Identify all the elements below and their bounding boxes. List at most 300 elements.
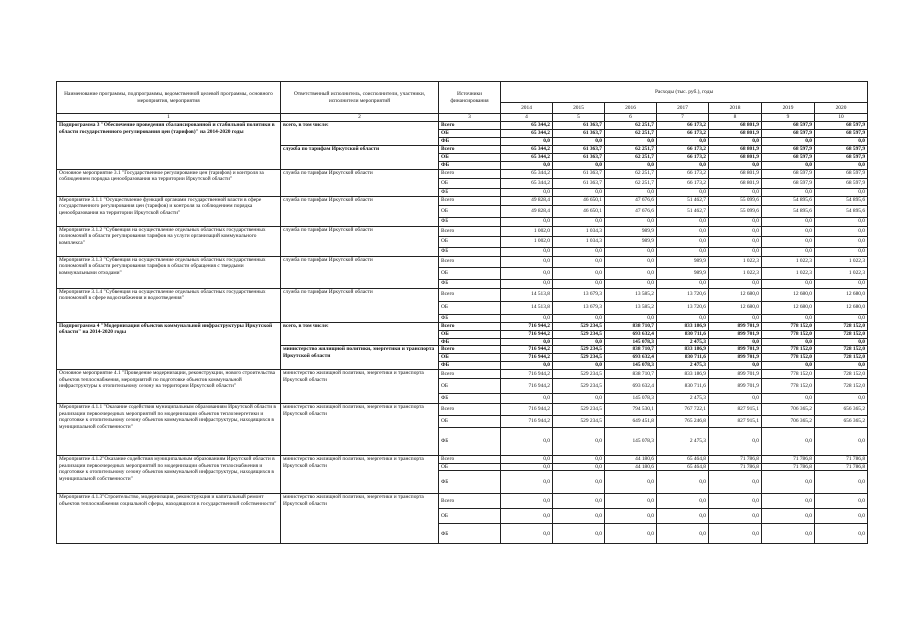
value-cell: 0,0 — [553, 362, 605, 370]
source-cell: Всего — [439, 288, 501, 301]
value-cell: 0,0 — [605, 217, 657, 226]
header-index: 4 — [501, 114, 553, 122]
header-year: 2020 — [815, 103, 868, 114]
source-cell: ОБ — [439, 509, 501, 524]
value-cell: 0,0 — [815, 471, 868, 494]
value-cell: 0,0 — [762, 226, 815, 236]
value-cell: 71 786,8 — [815, 456, 868, 464]
source-cell: ОБ — [439, 301, 501, 314]
value-cell: 0,0 — [762, 138, 815, 146]
value-cell: 833 186,9 — [657, 346, 709, 354]
value-cell: 68 597,9 — [762, 130, 815, 138]
value-cell: 68 597,9 — [815, 154, 868, 162]
value-cell: 706 365,2 — [762, 404, 815, 416]
value-cell: 68 597,9 — [815, 130, 868, 138]
program-cell: Мероприятие 4.1.3"Строительство, модернизация, реконструкция и капитальный ремонт объектов теплоснабжения социальной сферы, находящихся в государственной собственности" — [57, 494, 281, 544]
value-cell: 716 944,2 — [501, 416, 553, 428]
value-cell: 778 152,0 — [762, 330, 815, 338]
value-cell: 0,0 — [501, 256, 553, 267]
value-cell: 989,9 — [657, 267, 709, 279]
value-cell: 716 944,2 — [501, 379, 553, 394]
value-cell: 0,0 — [553, 394, 605, 404]
value-cell: 0,0 — [762, 236, 815, 247]
value-cell: 54 895,6 — [762, 196, 815, 205]
header-index: 3 — [439, 114, 501, 122]
value-cell: 54 895,6 — [815, 205, 868, 217]
value-cell: 0,0 — [657, 236, 709, 247]
source-cell: Всего — [439, 456, 501, 464]
value-cell: 0,0 — [762, 162, 815, 170]
value-cell: 62 251,7 — [605, 130, 657, 138]
value-cell: 44 180,6 — [605, 463, 657, 471]
value-cell: 68 597,9 — [762, 178, 815, 188]
value-cell: 12 680,0 — [815, 288, 868, 301]
executor-cell: министерство жилищной политики, энергетики и транспорта Иркутской области — [281, 404, 439, 456]
value-cell: 1 022,3 — [762, 267, 815, 279]
header-index: 2 — [281, 114, 439, 122]
value-cell: 0,0 — [501, 471, 553, 494]
value-cell: 656 365,2 — [815, 404, 868, 416]
value-cell: 0,0 — [501, 314, 553, 322]
value-cell: 0,0 — [501, 362, 553, 370]
table-row — [57, 122, 868, 130]
value-cell: 716 944,2 — [501, 370, 553, 379]
source-cell: Всего — [439, 494, 501, 509]
program-cell: Подпрограмма 3 "Обеспечение проведения сбалансированной и стабильной политики в области государственного регулирования цен (тарифов)" на 2014-2020 годы — [57, 122, 281, 170]
source-cell: ОБ — [439, 154, 501, 162]
value-cell: 0,0 — [762, 279, 815, 288]
value-cell: 0,0 — [553, 509, 605, 524]
value-cell: 0,0 — [605, 188, 657, 196]
value-cell: 0,0 — [501, 267, 553, 279]
value-cell: 13 679,3 — [553, 288, 605, 301]
value-cell: 1 034,3 — [553, 236, 605, 247]
header-index: 1 — [57, 114, 281, 122]
value-cell: 0,0 — [762, 524, 815, 544]
executor-cell: министерство жилищной политики, энергетики и транспорта Иркутской области — [281, 346, 439, 370]
value-cell: 65 344,2 — [501, 178, 553, 188]
value-cell: 68 597,9 — [815, 169, 868, 178]
source-cell: ОБ — [439, 416, 501, 428]
header-source: Источники финансирования — [439, 82, 501, 114]
value-cell: 0,0 — [553, 247, 605, 256]
value-cell: 71 786,8 — [815, 463, 868, 471]
value-cell: 66 173,2 — [657, 178, 709, 188]
source-cell: ФБ — [439, 138, 501, 146]
value-cell: 65 344,2 — [501, 146, 553, 154]
value-cell: 12 680,0 — [815, 301, 868, 314]
source-cell: ОБ — [439, 178, 501, 188]
value-cell: 0,0 — [553, 338, 605, 346]
value-cell: 65 344,2 — [501, 169, 553, 178]
source-cell: ОБ — [439, 205, 501, 217]
value-cell: 13 720,6 — [657, 288, 709, 301]
value-cell: 778 152,0 — [762, 370, 815, 379]
value-cell: 778 152,0 — [762, 379, 815, 394]
value-cell: 778 152,0 — [762, 346, 815, 354]
table-row — [57, 370, 868, 379]
value-cell: 12 680,0 — [762, 301, 815, 314]
header-index: 5 — [553, 114, 605, 122]
source-cell: Всего — [439, 322, 501, 330]
value-cell: 66 173,2 — [657, 154, 709, 162]
source-cell: ОБ — [439, 379, 501, 394]
value-cell: 529 234,5 — [553, 416, 605, 428]
value-cell: 0,0 — [709, 362, 762, 370]
value-cell: 989,9 — [605, 226, 657, 236]
value-cell: 0,0 — [762, 509, 815, 524]
value-cell: 2 475,3 — [657, 338, 709, 346]
header-index: 7 — [657, 114, 709, 122]
table-row — [57, 494, 868, 509]
source-cell: ФБ — [439, 428, 501, 456]
value-cell: 0,0 — [605, 247, 657, 256]
program-cell: Мероприятие 4.1.1 "Оказание содействия муниципальным образованиям Иркутской области в реализации первоочередных мероприятий по модернизации объектов теплоэнергетики и подготовке к отопительному сезону объектов коммунальной инфраструктуры, находящихся в муниципальной собственности" — [57, 404, 281, 456]
value-cell: 0,0 — [553, 428, 605, 456]
value-cell: 65 344,2 — [501, 122, 553, 130]
value-cell: 54 895,6 — [762, 205, 815, 217]
value-cell: 68 597,9 — [815, 122, 868, 130]
value-cell: 0,0 — [709, 494, 762, 509]
value-cell: 693 632,4 — [605, 379, 657, 394]
value-cell: 62 251,7 — [605, 178, 657, 188]
value-cell: 1 034,3 — [553, 226, 605, 236]
value-cell: 0,0 — [762, 362, 815, 370]
program-cell: Мероприятие 3.1.4 "Субвенция на осуществление отдельных областных государственных полномочий в сфере водоснабжения и водоотведения" — [57, 288, 281, 322]
value-cell: 0,0 — [553, 314, 605, 322]
value-cell: 2 475,3 — [657, 362, 709, 370]
source-cell: ФБ — [439, 524, 501, 544]
value-cell: 0,0 — [553, 456, 605, 464]
source-cell: ФБ — [439, 162, 501, 170]
value-cell: 0,0 — [815, 394, 868, 404]
value-cell: 0,0 — [709, 338, 762, 346]
value-cell: 66 173,2 — [657, 169, 709, 178]
value-cell: 833 186,9 — [657, 322, 709, 330]
value-cell: 0,0 — [709, 509, 762, 524]
executor-cell: служба по тарифам Иркутской области — [281, 169, 439, 196]
value-cell: 46 650,1 — [553, 205, 605, 217]
value-cell: 0,0 — [605, 267, 657, 279]
header-costs: Расходы (тыс. руб.), годы — [501, 82, 868, 103]
table-row — [57, 256, 868, 267]
value-cell: 0,0 — [605, 138, 657, 146]
value-cell: 1 002,0 — [501, 226, 553, 236]
value-cell: 830 711,6 — [657, 330, 709, 338]
value-cell: 989,9 — [657, 256, 709, 267]
source-cell: ФБ — [439, 279, 501, 288]
value-cell: 0,0 — [605, 256, 657, 267]
value-cell: 0,0 — [657, 279, 709, 288]
value-cell: 0,0 — [605, 314, 657, 322]
value-cell: 0,0 — [553, 188, 605, 196]
value-cell: 0,0 — [709, 217, 762, 226]
source-cell: ФБ — [439, 314, 501, 322]
value-cell: 0,0 — [815, 247, 868, 256]
value-cell: 68 597,9 — [762, 122, 815, 130]
value-cell: 0,0 — [657, 247, 709, 256]
header-year: 2018 — [709, 103, 762, 114]
source-cell: ОБ — [439, 267, 501, 279]
value-cell: 0,0 — [709, 428, 762, 456]
value-cell: 728 152,0 — [815, 354, 868, 362]
value-cell: 728 152,0 — [815, 370, 868, 379]
header-year: 2017 — [657, 103, 709, 114]
source-cell: ФБ — [439, 247, 501, 256]
value-cell: 0,0 — [709, 279, 762, 288]
value-cell: 0,0 — [553, 279, 605, 288]
value-cell: 68 597,9 — [762, 154, 815, 162]
source-cell: Всего — [439, 226, 501, 236]
executor-cell: служба по тарифам Иркутской области — [281, 256, 439, 288]
value-cell: 0,0 — [605, 471, 657, 494]
header-index: 9 — [762, 114, 815, 122]
value-cell: 0,0 — [815, 509, 868, 524]
value-cell: 68 597,9 — [815, 146, 868, 154]
value-cell: 0,0 — [709, 314, 762, 322]
value-cell: 716 944,2 — [501, 404, 553, 416]
value-cell: 0,0 — [709, 236, 762, 247]
value-cell: 656 365,2 — [815, 416, 868, 428]
value-cell: 66 173,2 — [657, 122, 709, 130]
value-cell: 0,0 — [762, 314, 815, 322]
value-cell: 0,0 — [815, 314, 868, 322]
value-cell: 0,0 — [762, 338, 815, 346]
program-cell: Мероприятие 4.1.2"Оказание содействия муниципальным образованиям Иркутской области в реализации первоочередных мероприятий по модернизации объектов теплоснабжения и подготовке к отопительному сезону объектов коммунальной инфраструктуры, находящихся в муниципальной собственности" — [57, 456, 281, 494]
value-cell: 529 234,5 — [553, 346, 605, 354]
value-cell: 0,0 — [815, 362, 868, 370]
value-cell: 693 632,4 — [605, 354, 657, 362]
value-cell: 145 078,3 — [605, 362, 657, 370]
value-cell: 61 363,7 — [553, 130, 605, 138]
value-cell: 13 585,2 — [605, 288, 657, 301]
value-cell: 62 251,7 — [605, 146, 657, 154]
value-cell: 1 022,3 — [815, 256, 868, 267]
value-cell: 0,0 — [553, 217, 605, 226]
value-cell: 716 944,2 — [501, 354, 553, 362]
value-cell: 0,0 — [553, 256, 605, 267]
value-cell: 68 801,9 — [709, 178, 762, 188]
value-cell: 55 099,6 — [709, 205, 762, 217]
value-cell: 794 530,1 — [605, 404, 657, 416]
value-cell: 827 915,1 — [709, 416, 762, 428]
value-cell: 47 676,6 — [605, 205, 657, 217]
value-cell: 51 462,7 — [657, 205, 709, 217]
value-cell: 145 078,3 — [605, 338, 657, 346]
value-cell: 0,0 — [501, 138, 553, 146]
value-cell: 838 710,7 — [605, 370, 657, 379]
value-cell: 0,0 — [709, 247, 762, 256]
program-cell: Основное мероприятие 3.1 "Государственное регулирование цен (тарифов) и контроля за соблюдением порядка ценообразования на территории Иркутской области" — [57, 169, 281, 196]
value-cell: 838 710,7 — [605, 322, 657, 330]
value-cell: 0,0 — [657, 138, 709, 146]
value-cell: 44 180,6 — [605, 456, 657, 464]
source-cell: ОБ — [439, 130, 501, 138]
value-cell: 0,0 — [815, 188, 868, 196]
value-cell: 62 251,7 — [605, 169, 657, 178]
value-cell: 61 363,7 — [553, 154, 605, 162]
source-cell: Всего — [439, 370, 501, 379]
value-cell: 0,0 — [553, 138, 605, 146]
executor-cell: министерство жилищной политики, энергетики и транспорта Иркутской области — [281, 456, 439, 494]
header-program: Наименование программы, подпрограммы, ведомственной целевой программы, основного мероприятия, мероприятия — [57, 82, 281, 114]
source-cell: ОБ — [439, 330, 501, 338]
value-cell: 0,0 — [762, 471, 815, 494]
header-year: 2015 — [553, 103, 605, 114]
value-cell: 0,0 — [553, 524, 605, 544]
source-cell: Всего — [439, 122, 501, 130]
header-index: 8 — [709, 114, 762, 122]
program-cell: Основное мероприятие 4.1 "Проведение модернизации, реконструкции, нового строительства объектов теплоснабжения, мероприятий по подготовке объектов коммунальной инфраструктуры к отопительному сезону на территории Иркутской области" — [57, 370, 281, 404]
value-cell: 529 234,5 — [553, 330, 605, 338]
table-body — [57, 122, 868, 544]
source-cell: Всего — [439, 196, 501, 205]
value-cell: 68 801,9 — [709, 169, 762, 178]
value-cell: 767 722,1 — [657, 404, 709, 416]
value-cell: 2 475,3 — [657, 394, 709, 404]
value-cell: 765 246,8 — [657, 416, 709, 428]
value-cell: 65 344,2 — [501, 130, 553, 138]
value-cell: 1 022,3 — [709, 267, 762, 279]
value-cell: 0,0 — [815, 226, 868, 236]
value-cell: 899 701,9 — [709, 370, 762, 379]
value-cell: 55 099,6 — [709, 196, 762, 205]
header-year: 2019 — [762, 103, 815, 114]
value-cell: 0,0 — [605, 524, 657, 544]
value-cell: 12 680,0 — [709, 301, 762, 314]
value-cell: 68 597,9 — [815, 178, 868, 188]
value-cell: 0,0 — [709, 188, 762, 196]
executor-cell: служба по тарифам Иркутской области — [281, 196, 439, 226]
value-cell: 54 895,6 — [815, 196, 868, 205]
value-cell: 0,0 — [815, 236, 868, 247]
value-cell: 0,0 — [501, 494, 553, 509]
value-cell: 0,0 — [762, 428, 815, 456]
value-cell: 529 234,5 — [553, 379, 605, 394]
value-cell: 0,0 — [553, 471, 605, 494]
value-cell: 827 915,1 — [709, 404, 762, 416]
value-cell: 12 680,0 — [709, 288, 762, 301]
value-cell: 833 186,9 — [657, 370, 709, 379]
executor-cell: всего, в том числе: — [281, 322, 439, 346]
source-cell: ФБ — [439, 362, 501, 370]
value-cell: 899 701,9 — [709, 322, 762, 330]
value-cell: 71 786,8 — [709, 463, 762, 471]
value-cell: 2 475,3 — [657, 428, 709, 456]
value-cell: 0,0 — [501, 394, 553, 404]
value-cell: 529 234,5 — [553, 370, 605, 379]
value-cell: 66 173,2 — [657, 130, 709, 138]
source-cell: Всего — [439, 256, 501, 267]
source-cell: ФБ — [439, 394, 501, 404]
value-cell: 65 464,8 — [657, 456, 709, 464]
value-cell: 0,0 — [762, 494, 815, 509]
value-cell: 68 801,9 — [709, 122, 762, 130]
value-cell: 0,0 — [762, 394, 815, 404]
value-cell: 0,0 — [605, 162, 657, 170]
value-cell: 0,0 — [709, 138, 762, 146]
value-cell: 51 462,7 — [657, 196, 709, 205]
value-cell: 0,0 — [501, 279, 553, 288]
value-cell: 12 680,0 — [762, 288, 815, 301]
program-cell: Мероприятие 3.1.1 "Осуществление функций органами государственной власти в сфере государственного регулирования цен (тарифов) и контроля за соблюдением порядка ценообразования на территории Иркутской области" — [57, 196, 281, 226]
budget-document — [56, 81, 867, 544]
executor-cell: служба по тарифам Иркутской области — [281, 146, 439, 170]
source-cell: ОБ — [439, 463, 501, 471]
source-cell: ФБ — [439, 188, 501, 196]
value-cell: 0,0 — [501, 509, 553, 524]
header-year: 2016 — [605, 103, 657, 114]
value-cell: 0,0 — [762, 217, 815, 226]
value-cell: 1 022,3 — [815, 267, 868, 279]
value-cell: 47 676,6 — [605, 196, 657, 205]
value-cell: 0,0 — [501, 524, 553, 544]
value-cell: 68 801,9 — [709, 146, 762, 154]
value-cell: 649 451,8 — [605, 416, 657, 428]
value-cell: 899 701,9 — [709, 379, 762, 394]
value-cell: 0,0 — [709, 226, 762, 236]
value-cell: 68 801,9 — [709, 154, 762, 162]
value-cell: 0,0 — [709, 162, 762, 170]
table-row — [57, 196, 868, 205]
value-cell: 68 801,9 — [709, 130, 762, 138]
executor-cell: министерство жилищной политики, энергетики и транспорта Иркутской области — [281, 370, 439, 404]
value-cell: 830 711,6 — [657, 379, 709, 394]
value-cell: 0,0 — [553, 463, 605, 471]
value-cell: 716 944,2 — [501, 330, 553, 338]
budget-table — [56, 81, 868, 544]
value-cell: 0,0 — [605, 279, 657, 288]
value-cell: 0,0 — [605, 494, 657, 509]
executor-cell: министерство жилищной политики, энергетики и транспорта Иркутской области — [281, 494, 439, 544]
table-row — [57, 322, 868, 330]
value-cell: 693 632,4 — [605, 330, 657, 338]
source-cell: ФБ — [439, 471, 501, 494]
value-cell: 0,0 — [501, 338, 553, 346]
value-cell: 0,0 — [501, 463, 553, 471]
value-cell: 0,0 — [657, 188, 709, 196]
value-cell: 989,9 — [605, 236, 657, 247]
value-cell: 0,0 — [501, 217, 553, 226]
executor-cell: служба по тарифам Иркутской области — [281, 288, 439, 322]
source-cell: ОБ — [439, 354, 501, 362]
value-cell: 0,0 — [553, 162, 605, 170]
value-cell: 46 650,1 — [553, 196, 605, 205]
value-cell: 0,0 — [501, 428, 553, 456]
value-cell: 14 513,8 — [501, 301, 553, 314]
value-cell: 0,0 — [501, 162, 553, 170]
value-cell: 0,0 — [553, 267, 605, 279]
source-cell: Всего — [439, 346, 501, 354]
value-cell: 0,0 — [657, 162, 709, 170]
table-row — [57, 288, 868, 301]
value-cell: 61 363,7 — [553, 146, 605, 154]
value-cell: 0,0 — [657, 471, 709, 494]
value-cell: 71 786,8 — [762, 463, 815, 471]
value-cell: 899 701,9 — [709, 346, 762, 354]
value-cell: 65 464,8 — [657, 463, 709, 471]
value-cell: 529 234,5 — [553, 404, 605, 416]
value-cell: 0,0 — [815, 162, 868, 170]
header-year: 2014 — [501, 103, 553, 114]
value-cell: 0,0 — [815, 494, 868, 509]
value-cell: 1 002,0 — [501, 236, 553, 247]
value-cell: 899 701,9 — [709, 354, 762, 362]
source-cell: ОБ — [439, 236, 501, 247]
value-cell: 68 597,9 — [762, 146, 815, 154]
source-cell: ФБ — [439, 217, 501, 226]
table-row — [57, 226, 868, 236]
